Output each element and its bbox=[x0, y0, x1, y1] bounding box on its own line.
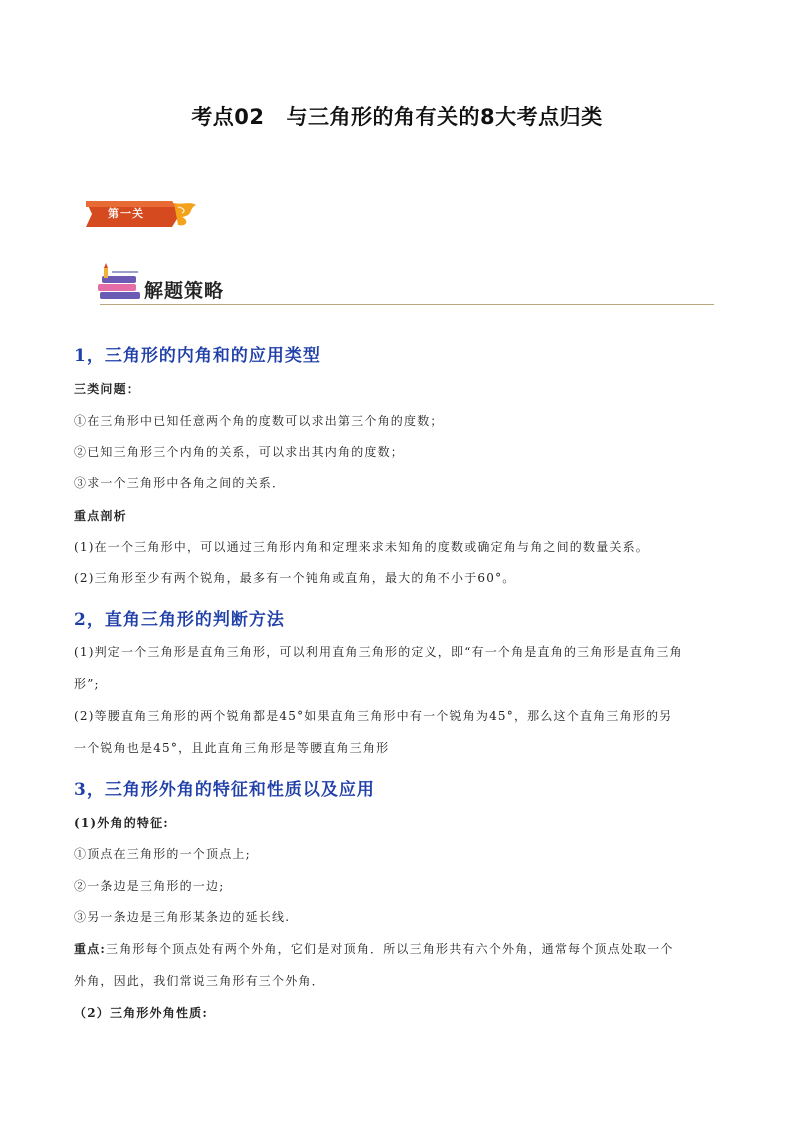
page-title bbox=[0, 101, 794, 131]
section-3-line-4: ③另一条边是三角形某条边的延长线. bbox=[74, 910, 291, 924]
section-2-line-4: 一个锐角也是45°，且此直角三角形是等腰直角三角形 bbox=[74, 741, 390, 755]
section-1-line-5: 重点剖析 bbox=[74, 509, 127, 523]
section-1-line-7: (2)三角形至少有两个锐角，最多有一个钝角或直角，最大的角不小于60°。 bbox=[74, 571, 516, 585]
title-code: 考点02 bbox=[191, 105, 265, 129]
title-text: 与三角形的角有关的8大考点归类 bbox=[286, 105, 603, 129]
section-2-line-1: (1)判定一个三角形是直角三角形，可以利用直角三角形的定义，即“有一个角是直角的三角形是直角三角 bbox=[74, 645, 683, 659]
section-1-line-4: ③求一个三角形中各角之间的关系． bbox=[74, 476, 286, 490]
books-icon bbox=[94, 262, 144, 306]
section-3-line-7: （2）三角形外角性质: bbox=[74, 1006, 208, 1020]
section-3-line-2: ①顶点在三角形的一个顶点上; bbox=[74, 847, 251, 861]
section-3-line-1: (1)外角的特征: bbox=[74, 816, 169, 830]
strategy-header bbox=[94, 262, 714, 310]
key-point-text: 三角形每个顶点处有两个外角，它们是对顶角．所以三角形共有六个外角，通常每个顶点处取一个 bbox=[106, 942, 674, 956]
section-3-line-5 bbox=[74, 941, 724, 957]
section-1-line-2: ①在三角形中已知任意两个角的度数可以求出第三个角的度数； bbox=[74, 414, 444, 428]
section-1-line-3: ②已知三角形三个内角的关系，可以求出其内角的度数； bbox=[74, 445, 405, 459]
section-heading-3: 3，三角形外角的特征和性质以及应用 bbox=[74, 780, 375, 800]
section-2-line-3: (2)等腰直角三角形的两个锐角都是45°如果直角三角形中有一个锐角为45°，那么这个直角三角形的另 bbox=[74, 709, 673, 723]
key-point-label: 重点: bbox=[74, 942, 107, 956]
section-1-line-1: 三类问题： bbox=[74, 382, 141, 396]
section-3-line-3: ②一条边是三角形的一边; bbox=[74, 879, 225, 893]
section-heading-2: 2，直角三角形的判断方法 bbox=[74, 610, 285, 630]
strategy-divider bbox=[100, 304, 714, 305]
section-1-line-6: (1)在一个三角形中，可以通过三角形内角和定理来求未知角的度数或确定角与角之间的数量关系。 bbox=[74, 540, 650, 554]
section-3-line-6: 外角，因此，我们常说三角形有三个外角． bbox=[74, 974, 325, 988]
strategy-label: 解题策略 bbox=[144, 280, 225, 302]
section-heading-1: 1，三角形的内角和的应用类型 bbox=[74, 346, 321, 366]
level-banner bbox=[86, 199, 198, 229]
banner-label: 第一关 bbox=[108, 207, 144, 220]
section-2-line-2: 形”; bbox=[74, 677, 100, 691]
